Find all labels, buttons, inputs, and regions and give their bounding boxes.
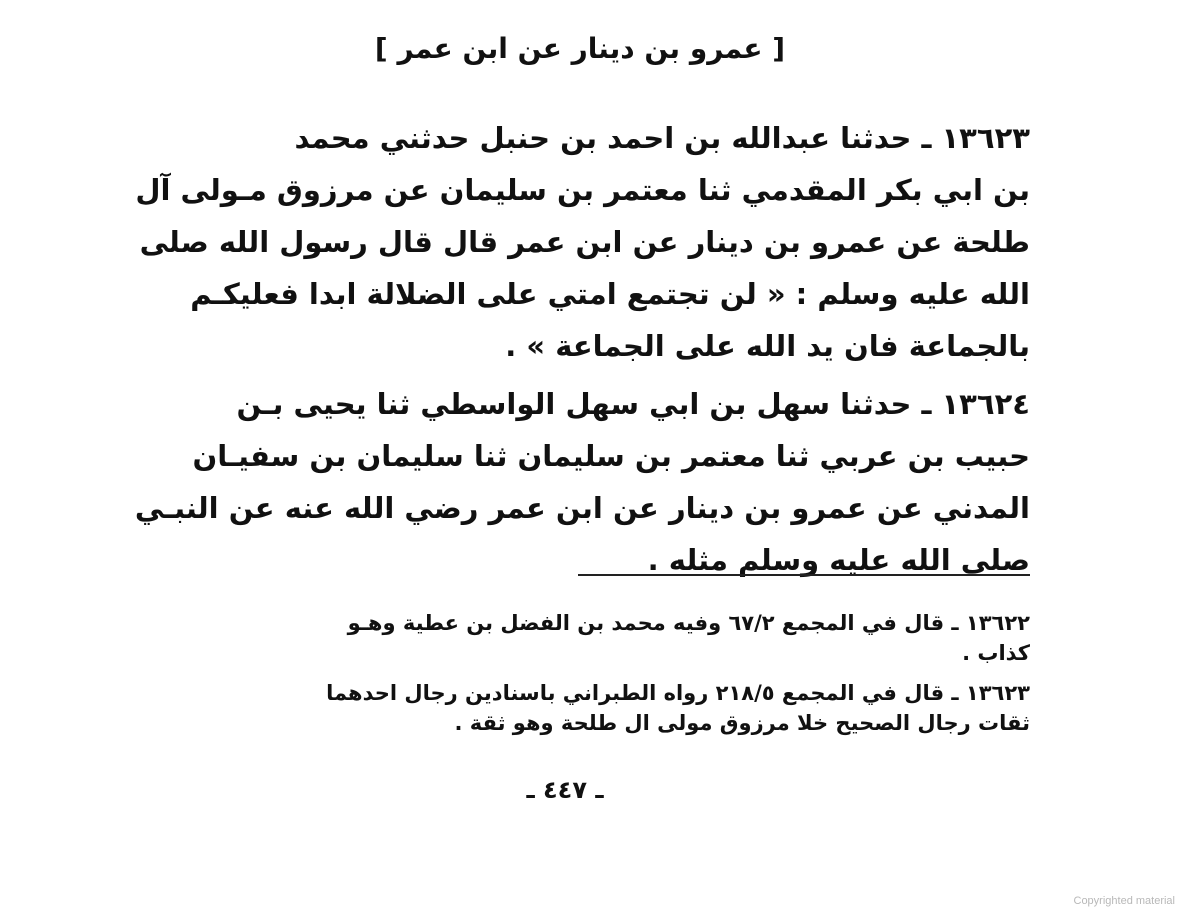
footnotes xyxy=(120,608,1030,738)
text-line: ١٣٦٢٣ ـ حدثنا عبدالله بن احمد بن حنبل حدثني محمد xyxy=(294,121,1030,155)
footnote-line: ١٣٦٢٣ ـ قال في المجمع ٢١٨/٥ رواه الطبراني باسنادين رجال احدهما xyxy=(326,681,1030,705)
text-line: بن ابي بكر المقدمي ثنا معتمر بن سليمان عن مرزوق مـولى آل xyxy=(135,173,1030,207)
footnote-line: كذاب . xyxy=(962,641,1030,665)
footnote-divider xyxy=(578,574,1030,576)
footnote-line: ثقات رجال الصحيح خلا مرزوق مولى ال طلحة وهو ثقة . xyxy=(454,711,1030,735)
section-title: [ عمرو بن دينار عن ابن عمر ] xyxy=(374,32,786,65)
text-line: ١٣٦٢٤ ـ حدثنا سهل بن ابي سهل الواسطي ثنا يحيى بـن xyxy=(236,387,1030,421)
copyright-watermark: Copyrighted material xyxy=(1073,895,1175,907)
page-number: ـ ٤٤٧ ـ xyxy=(526,776,604,804)
footnote-line: ١٣٦٢٢ ـ قال في المجمع ٦٧/٢ وفيه محمد بن الفضل بن عطية وهـو xyxy=(347,611,1030,635)
text-line: المدني عن عمرو بن دينار عن ابن عمر رضي الله عنه عن النبـي xyxy=(134,491,1030,525)
footnote-13623 xyxy=(120,678,1030,738)
text-line: طلحة عن عمرو بن دينار عن ابن عمر قال قال رسول الله صلى xyxy=(139,225,1030,259)
footnote-13622 xyxy=(120,608,1030,668)
hadith-13624 xyxy=(120,378,1030,586)
text-line: الله عليه وسلم : « لن تجتمع امتي على الضلالة ابدا فعليكـم xyxy=(190,277,1030,311)
text-line: صلى الله عليه وسلم مثله . xyxy=(647,543,1030,577)
text-line: بالجماعة فان يد الله على الجماعة » . xyxy=(505,329,1030,363)
hadith-13623 xyxy=(120,112,1030,372)
text-line: حبيب بن عربي ثنا معتمر بن سليمان ثنا سليمان بن سفيـان xyxy=(192,439,1030,473)
hadith-text xyxy=(120,112,1030,586)
